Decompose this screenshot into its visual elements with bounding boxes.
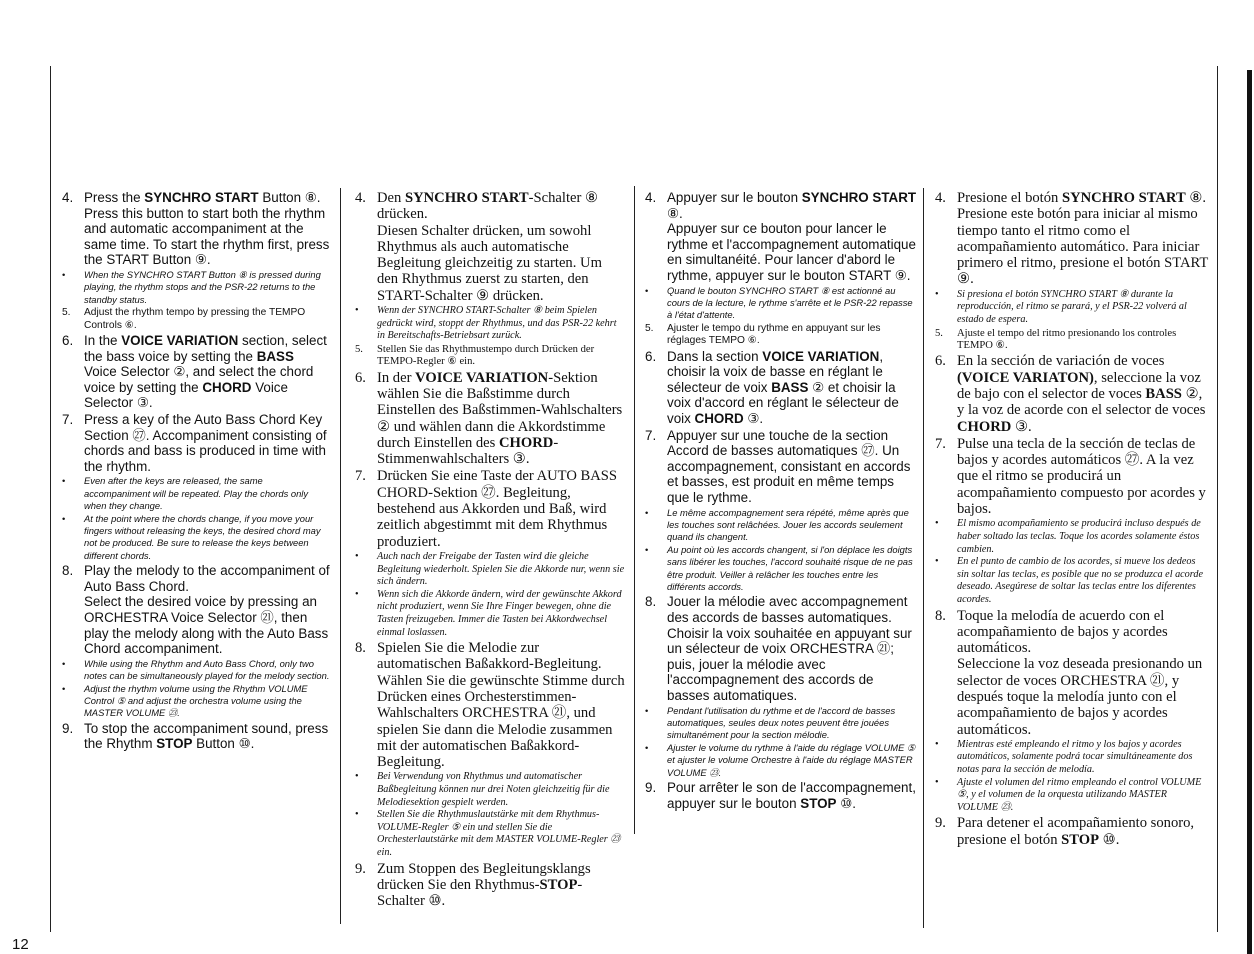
french-note-7a: • Le même accompagnement sera répété, même après que les touches sont relâchées. Jouer les accords seulement quand ils changent. xyxy=(645,506,909,543)
english-note-8b: • Adjust the rhythm volume using the Rhythm VOLUME Control ⑤ and adjust the orchestra volume using the MASTER VOLUME ㉓. xyxy=(62,682,308,719)
spanish-step-5: 5. Ajuste el tempo del ritmo presionando los controles TEMPO ⑥. xyxy=(935,327,1177,351)
page-number: 12 xyxy=(12,936,29,953)
german-step-5: 5. Stellen Sie das Rhythmustempo durch Drücken der TEMPO-Regler ⑥ ein. xyxy=(355,343,595,368)
english-step-8: 8. Play the melody to the accompaniment of Auto Bass Chord. Select the desired voice by pressing an ORCHESTRA Voice Selector ㉑, then play the melody along with the Auto Bass Chord accompaniment. xyxy=(62,563,330,657)
german-step-6: 6. In der VOICE VARIATION-Sektion wählen Sie die Baßstimme durch Einstellen des Baßstimmen-Wahlschalters ② und wählen dann die Akkordstimme durch Einstellen des CHORD- Stimmenwahlschalters ③. xyxy=(355,369,623,468)
spanish-column xyxy=(935,190,1209,848)
french-step-6: 6. Dans la section VOICE VARIATION, choisir la voix de basse en réglant le sélecteur de voix BASS ② et choisir la voix d'accord en réglant le sélecteur de voix CHORD ③. xyxy=(645,348,899,426)
column-divider-1 xyxy=(340,188,341,924)
english-column xyxy=(62,190,330,752)
english-step-4: 4. Press the SYNCHRO START Button ⑧. Press this button to start both the rhythm and automatic accompaniment at the same time. To start the rhythm first, press the START Button ⑨. xyxy=(62,190,330,268)
left-margin-rule xyxy=(50,66,51,932)
german-note-8b: • Stellen Sie die Rhythmuslautstärke mit dem Rhythmus-VOLUME-Regler ⑤ ein und stellen Sie die Orchesterlautstärke mit dem MASTER VOLUME-Regler ㉓ ein. xyxy=(355,809,621,859)
german-step-4: 4. Den SYNCHRO START-Schalter ⑧ drücken. Diesen Schalter drücken, um sowohl Rhythmus als auch automatische Begleitung gleichzeitig zu starten. Um den Rhythmus zuerst zu starten, den START-Schalter ⑨ drücken. xyxy=(355,190,602,304)
english-step-6: 6. In the VOICE VARIATION section, select the bass voice by setting the BASS Voice Selector ②, and select the chord voice by setting the CHORD Voice Selector ③. xyxy=(62,333,327,411)
spanish-step-8: 8. Toque la melodía de acuerdo con el acompañamiento de bajos y acordes automáticos. Seleccione la voz deseada presionando un selector de voces ORCHESTRA ㉑, y después toque la melodía junto con el acompañamiento de bajos y acordes automáticos. xyxy=(935,607,1203,738)
german-step-7: 7. Drücken Sie eine Taste der AUTO BASS CHORD-Sektion ㉗. Begleitung, bestehend aus Akkorden und Baß, wird zeitlich abgestimmt mit dem Rhythmus produziert. xyxy=(355,468,618,550)
english-note-4: • When the SYNCHRO START Button ⑧ is pressed during playing, the rhythm stops and the PSR-22 returns to the standby status. xyxy=(62,268,321,305)
spanish-step-6: 6. En la sección de variación de voces (VOICE VARIATON), seleccione la voz de bajo con el selector de voces BASS ②, y la voz de acorde con el selector de voces CHORD ③. xyxy=(935,353,1206,435)
german-step-9: 9. Zum Stoppen des Begleitungsklangs drücken Sie den Rhythmus-STOP-Schalter ⑩. xyxy=(355,860,591,910)
french-step-7: 7. Appuyer sur une touche de la section Accord de basses automatiques ㉗. Un accompagnement, consistant en accords et basses, est produit en même temps que le rythme. xyxy=(645,427,911,505)
french-step-4: 4. Appuyer sur le bouton SYNCHRO START ⑧. Appuyer sur ce bouton pour lancer le rythme et l'accompagnement automatique en simultanéité. Pour lancer d'abord le rythme, appuyer sur le bouton START ⑨. xyxy=(645,190,917,283)
right-page-edge xyxy=(1247,70,1252,954)
spanish-note-8b: • Ajuste el volumen del ritmo empleando el control VOLUME ⑤, y el volumen de la orquesta utilizando MASTER VOLUME ㉓. xyxy=(935,776,1202,813)
french-note-7b: • Au point où les accords changent, si l'on déplace les doigts sans libérer les touches, l'accord souhaité risque de ne pas être produit. Veiller à relâcher les touches entre les différents accords. xyxy=(645,543,913,592)
english-step-7: 7. Press a key of the Auto Bass Chord Key Section ㉗. Accompaniment consisting of chords and bass is produced in time with the rhythm. xyxy=(62,411,327,474)
spanish-note-7b: • En el punto de cambio de los acordes, si mueve los dedeos sin soltar las teclas, es posible que no se produzca el acorde deseado. Asegúrese de soltar las teclas entre los diferentes acordes. xyxy=(935,556,1203,605)
spanish-step-4: 4. Presione el botón SYNCHRO START ⑧. Presione este botón para iniciar al mismo tiempo tanto el ritmo como el acompañamiento automático. Para iniciar primero el ritmo, presione el botón START ⑨. xyxy=(935,190,1209,288)
english-note-7a: • Even after the keys are released, the same accompaniment will be repeated. Play the chords only when they change. xyxy=(62,475,309,512)
spanish-note-8a: • Mientras esté empleando el ritmo y los bajos y acordes automáticos, solamente podrá tocar simultáneamente dos notas para la sección de melodía. xyxy=(935,738,1193,776)
german-note-4: • Wenn der SYNCHRO START-Schalter ⑧ beim Spielen gedrückt wird, stoppt der Rhythmus, und das PSR-22 kehrt in Bereitschafts-Betriebsart zurück. xyxy=(355,305,617,342)
spanish-step-7: 7. Pulse una tecla de la sección de teclas de bajos y acordes automáticos ㉗. A la vez que el ritmo se producirá un acompañamiento compuesto por acordes y bajos. xyxy=(935,435,1206,518)
column-divider-3 xyxy=(923,188,924,928)
column-divider-2 xyxy=(634,186,635,834)
french-step-9: 9. Pour arrêter le son de l'accompagnement, appuyer sur le bouton STOP ⑩. xyxy=(645,779,916,811)
english-note-8a: • While using the Rhythm and Auto Bass Chord, only two notes can be simultaneously played for the melody section. xyxy=(62,657,330,682)
german-note-8a: • Bei Verwendung von Rhythmus und automatischer Baßbegleitung können nur drei Noten gleichzeitig für die Melodiesektion gespielt werden. xyxy=(355,771,610,808)
spanish-note-7a: • El mismo acompañamiento se producirá incluso después de haber soltado las teclas. Toque los acordes solamente éstos cambien. xyxy=(935,518,1201,555)
french-note-4: • Quand le bouton SYNCHRO START ⑧ est actionné au cours de la lecture, le rythme s'arrête et le PSR-22 repasse à l'état d'attente. xyxy=(645,284,913,321)
french-column xyxy=(645,190,917,811)
french-step-5: 5. Ajuster le tempo du rythme en appuyant sur les réglages TEMPO ⑥. xyxy=(645,322,881,347)
french-step-8: 8. Jouer la mélodie avec accompagnement des accords de basses automatiques. Choisir la voix souhaitée en appuyant sur un sélecteur de voix ORCHESTRA ㉑; puis, jouer la mélodie avec l'accompagnement des accords de basses automatiques. xyxy=(645,594,912,703)
french-note-8a: • Pendant l'utilisation du rythme et de l'accord de basses automatiques, seules deux notes peuvent être jouées simultanément pour la section mélodie. xyxy=(645,704,896,741)
spanish-note-4: • Si presiona el botón SYNCHRO START ⑧ durante la reproducción, el ritmo se parará, y el PSR-22 volverá al estado de espera. xyxy=(935,288,1187,325)
english-note-7b: • At the point where the chords change, if you move your fingers without releasing the keys, the desired chord may not be produced. Be sure to release the keys between different chords. xyxy=(62,512,321,561)
right-margin-rule xyxy=(1217,66,1218,932)
spanish-step-9: 9. Para detener el acompañamiento sonoro, presione el botón STOP ⑩. xyxy=(935,815,1195,848)
german-column xyxy=(355,190,625,910)
french-note-8b: • Ajuster le volume du rythme à l'aide du réglage VOLUME ⑤ et ajuster le volume Orchestre à l'aide du réglage MASTER VOLUME ㉓. xyxy=(645,741,916,778)
english-step-5: 5. Adjust the rhythm tempo by pressing the TEMPO Controls ⑥. xyxy=(62,307,306,331)
english-step-9: 9. To stop the accompaniment sound, press the Rhythm STOP Button ⑩. xyxy=(62,720,329,752)
german-step-8: 8. Spielen Sie die Melodie zur automatischen Baßakkord-Begleitung. Wählen Sie die gewünschte Stimme durch Drücken eines Orchesterstimmen-Wahlschalters ORCHESTRA ㉑, und spielen Sie dann die Melodie zusammen mit der automatischen Baßakkord-Begleitung. xyxy=(355,640,625,771)
german-note-7a: • Auch nach der Freigabe der Tasten wird die gleiche Begleitung wiederholt. Spielen Sie die Akkorde nur, wenn sie sich ändern. xyxy=(355,550,625,588)
german-note-7b: • Wenn sich die Akkorde ändern, wird der gewünschte Akkord nicht produziert, wenn Sie Ihre Finger bewegen, ohne die Tasten freizugeben. Immer die Tasten bei Akkordwechsel einmal loslassen. xyxy=(355,588,622,638)
